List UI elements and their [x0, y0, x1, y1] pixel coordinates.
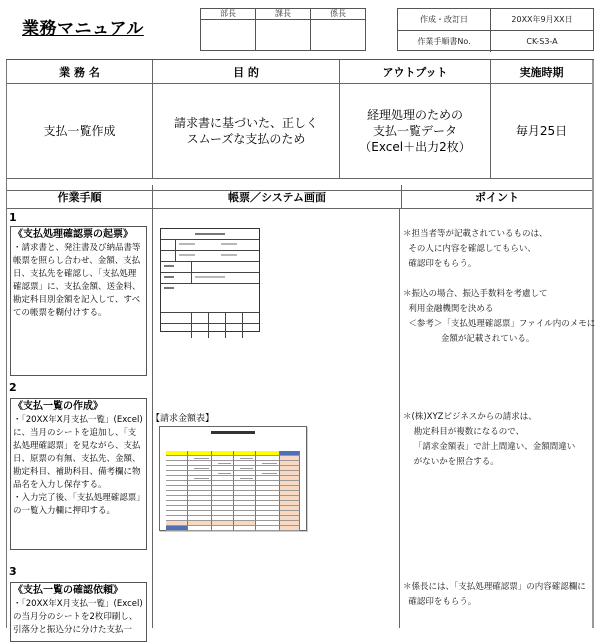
sheet-grid [166, 451, 300, 531]
meta-value: 20XX年9月XX日 [511, 15, 573, 24]
meta-label: 作業手順書No. [398, 31, 491, 52]
form-row [161, 324, 259, 338]
step-2-box [10, 398, 147, 550]
sheet-cell [166, 526, 188, 531]
step-title: 《支払一覧の確認依頼》 [13, 585, 123, 596]
sheet-cell [188, 526, 212, 531]
step-title: 《支払一覧の作成》 [13, 401, 103, 412]
form-row [161, 240, 259, 251]
header-task-name: 業 務 名 [7, 60, 153, 83]
output-line: 支払一覧データ [372, 124, 457, 138]
purpose [153, 84, 340, 178]
screen-label: 【請求金額表】 [151, 414, 215, 424]
stamp-label: 課長 [256, 9, 310, 20]
header-steps: 作業手順 [7, 185, 153, 208]
header-purpose: 目 的 [153, 60, 340, 83]
header-output: アウトプット [340, 60, 491, 83]
stamp-box-bucho[interactable] [201, 9, 256, 50]
sheet-cell [234, 526, 256, 531]
stamp-label: 部長 [201, 9, 255, 20]
step-title: 《支払処理確認票の起票》 [13, 229, 133, 240]
step-1-points: ＊担当者等が記載されているものは、 その人に内容を確認してもらい、 確認印をもらう。 ＊振込の場合、振込手数料を考慮して 利用金融機関を決める ＜参考＞「支払処理確認票」ファイル内のメモに 金額が記載されている。 [403, 229, 596, 344]
step-1-box [10, 226, 147, 376]
payment-confirmation-form-thumbnail[interactable] [160, 228, 260, 332]
header-screen: 帳票／システム画面 [153, 185, 402, 208]
step-3-box [10, 582, 147, 642]
meta-row-docno [398, 31, 593, 52]
output [340, 84, 491, 178]
summary-body-row [7, 84, 592, 179]
output-line: （Excel＋出力2枚） [359, 140, 471, 154]
stamp-box-kakaricho[interactable] [311, 9, 365, 50]
procedure-header-row [7, 185, 592, 209]
purpose-line: スムーズな支払のため [186, 132, 306, 146]
form-row [161, 251, 259, 262]
step-body: ・請求書と、発注書及び納品書等帳票を照らし合わせ、金額、支払日、支払先を確認し、「支払処理確認票」に、支払金額、送金料、勘定科目別金額を記入して、すべての帳票を糊付けする。 [13, 243, 141, 318]
form-row [161, 262, 259, 273]
purpose-line: 請求書に基づいた、正しく [173, 116, 318, 130]
step-3-points: ＊係長には、「支払処理確認票」の内容確認欄に 確認印をもらう。 [403, 582, 586, 607]
header-timing: 実施時期 [519, 65, 564, 79]
form-title-row [161, 229, 259, 240]
column-divider [399, 208, 400, 628]
step-number: 3 [9, 565, 17, 578]
step-body: ・「20XX年X月支払一覧」(Excel)に、当月のシートを追加し、「支払処理確認票」を見ながら、支払日、原票の有無、支払先、金額、勘定科目、補助科目、備考欄に物品名を入力し保存する。 ・入力完了後、「支払処理確認票」の一覧入力欄に押印する。 [13, 415, 143, 516]
sheet-cell [280, 526, 300, 531]
meta-row-date [398, 9, 593, 31]
sheet-row [166, 526, 300, 531]
summary-table [6, 60, 594, 191]
stamp-box-kacho[interactable] [256, 9, 311, 50]
output-line: 経理処理のための [366, 108, 463, 122]
stamp-area[interactable] [311, 20, 365, 50]
stamp-label: 係長 [311, 9, 365, 20]
header-points: ポイント [475, 190, 519, 204]
approval-stamp-boxes [200, 8, 366, 51]
sheet-cell [212, 526, 234, 531]
form-row [161, 313, 259, 324]
document-meta-table [397, 8, 594, 51]
invoice-amount-sheet-thumbnail[interactable] [159, 426, 307, 531]
meta-value: CK-S3-A [526, 37, 558, 46]
step-number: 2 [9, 381, 17, 394]
timing: 毎月25日 [515, 124, 568, 138]
form-row [161, 273, 259, 284]
stamp-area[interactable] [201, 20, 255, 50]
summary-header-row [7, 60, 592, 84]
step-body: ・「20XX年X月支払一覧」(Excel)の当月分のシートを2枚印刷し、引落分と振込分に分けた支払一 [13, 599, 143, 635]
procedure-table [6, 185, 596, 635]
stamp-area[interactable] [256, 20, 310, 50]
meta-label: 作成・改訂日 [398, 9, 491, 30]
task-name: 支払一覧作成 [7, 84, 153, 178]
document-title: 業務マニュアル [22, 19, 144, 39]
sheet-cell [256, 526, 280, 531]
step-number: 1 [9, 211, 17, 224]
step-2-points: ＊(株)XYZビジネスからの請求は、 勘定科目が複数になるので、 「請求金額表」で計上間違い、金額間違い がないかを照合する。 [403, 412, 576, 467]
sheet-title [160, 431, 306, 439]
form-row [161, 284, 259, 313]
